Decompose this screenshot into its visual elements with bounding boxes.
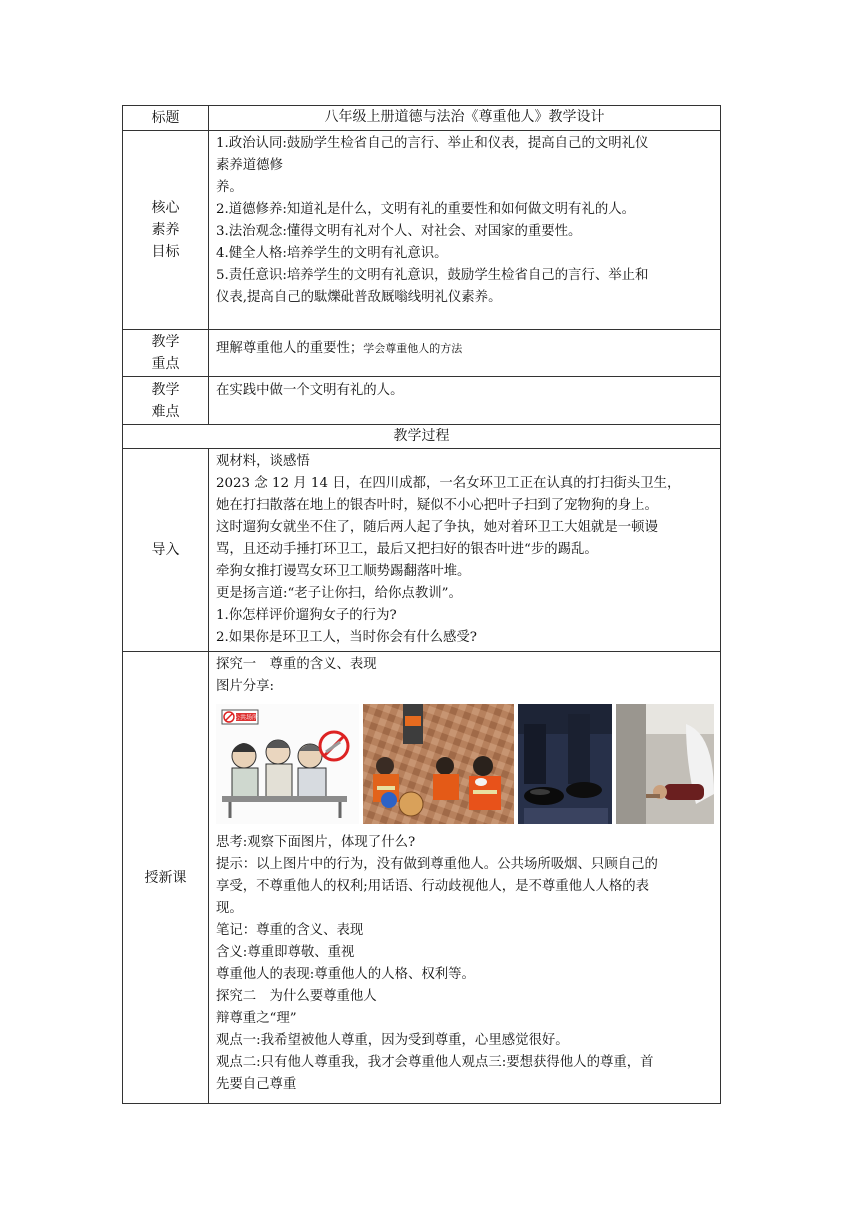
- title-value: 八年级上册道德与法治《尊重他人》教学设计: [209, 106, 721, 131]
- intro-line: 更是扬言道:“老子让你扫，给你点教训”。: [216, 586, 462, 601]
- new-line: 思考:观察下面图片，体现了什么?: [216, 835, 416, 850]
- core-line: 1.政治认同:鼓励学生检省自己的言行、举止和仪表，提高自己的文明礼仪: [216, 136, 649, 151]
- new-line: 提示：以上图片中的行为，没有做到尊重他人。公共场所吸烟、只顾自己的: [216, 857, 658, 872]
- difficulty-content: 在实践中做一个文明有礼的人。: [209, 377, 721, 425]
- intro-line: 这时遛狗女就坐不住了，随后两人起了争执，她对着环卫工大姐就是一顿谩: [216, 520, 658, 535]
- intro-line: 1.你怎样评价遛狗女子的行为?: [216, 608, 397, 623]
- lesson-plan-table: [122, 105, 721, 1104]
- new-line: 享受，不尊重他人的权利;用话语、行动歧视他人，是不尊重他人人格的表: [216, 879, 650, 894]
- new-line: 图片分享:: [216, 679, 275, 694]
- core-line: 仪表,提高自己的駄爍砒普敌厩嗡线明礼仪素养。: [216, 290, 502, 305]
- shoes-image: [518, 704, 612, 824]
- intro-line: 牵狗女推打谩骂女环卫工顺势踢翻落叶堆。: [216, 564, 471, 579]
- key-row: [123, 330, 721, 377]
- difficulty-label: 教学 难点: [123, 377, 209, 425]
- key-label: 教学 重点: [123, 330, 209, 377]
- intro-line: 2023 念 12 月 14 日，在四川成都，一名女环卫工正在认真的打扫街头卫生，: [216, 476, 681, 491]
- new-line: 现。: [216, 901, 243, 916]
- new-lesson-label: 授新课: [123, 652, 209, 1104]
- intro-row: [123, 449, 721, 652]
- new-line: 先要自己尊重: [216, 1077, 297, 1092]
- core-line: 4.健全人格:培养学生的文明有礼意识。: [216, 246, 448, 261]
- process-title: 教学过程: [123, 425, 721, 449]
- intro-content: [209, 449, 721, 652]
- intro-line: 2.如果你是环卫工人，当时你会有什么感受?: [216, 630, 477, 645]
- core-line: 2.道德修养:知道礼是什么，文明有礼的重要性和如何做文明有礼的人。: [216, 202, 636, 217]
- new-line: 观点二:只有他人尊重我，我才会尊重他人观点三:要想获得他人的尊重，首: [216, 1055, 654, 1070]
- core-label: 核心 素养 目标: [123, 131, 209, 330]
- core-line: 3.法治观念:懂得文明有礼对个人、对社会、对国家的重要性。: [216, 224, 582, 239]
- workers-eating-image: [363, 704, 515, 824]
- difficulty-row: [123, 377, 721, 425]
- process-row: [123, 425, 721, 449]
- key-small-text: 学会尊重他人的方法: [363, 342, 463, 355]
- new-line: 辩尊重之“理”: [216, 1011, 297, 1026]
- key-content: 理解尊重他人的重要性；学会尊重他人的方法: [209, 330, 721, 377]
- intro-line: 观材料，谈感悟: [216, 454, 310, 469]
- person-on-floor-image: [616, 704, 714, 824]
- core-row: [123, 131, 721, 330]
- smoking-cartoon-image: [216, 704, 359, 824]
- picture-strip: [216, 704, 714, 824]
- core-line: 5.责任意识:培养学生的文明有礼意识，鼓励学生检省自己的言行、举止和: [216, 268, 649, 283]
- new-lesson-content: [209, 652, 721, 1104]
- new-line: 尊重他人的表现:尊重他人的人格、权利等。: [216, 967, 475, 982]
- core-content: [209, 131, 721, 330]
- new-line: 笔记：尊重的含义、表现: [216, 923, 364, 938]
- svg-text:公共场所: 公共场所: [233, 714, 259, 722]
- new-lesson-row: [123, 652, 721, 1104]
- intro-label: 导入: [123, 449, 209, 652]
- new-line: 观点一:我希望被他人尊重，因为受到尊重，心里感觉很好。: [216, 1033, 569, 1048]
- core-line: 养。: [216, 180, 243, 195]
- intro-line: 骂，且还动手捶打环卫工，最后又把扫好的银杏叶进“步的踢乱。: [216, 542, 598, 557]
- new-line: 探究一 尊重的含义、表现: [216, 657, 377, 672]
- new-line: 含义:尊重即尊敬、重视: [216, 945, 355, 960]
- new-line: 探究二 为什么要尊重他人: [216, 989, 377, 1004]
- title-row: [123, 106, 721, 131]
- intro-line: 她在打扫散落在地上的银杏叶时，疑似不小心把叶子扫到了宠物狗的身上。: [216, 498, 658, 513]
- title-label: 标题: [123, 106, 209, 131]
- core-line: 素养道德修: [216, 158, 283, 173]
